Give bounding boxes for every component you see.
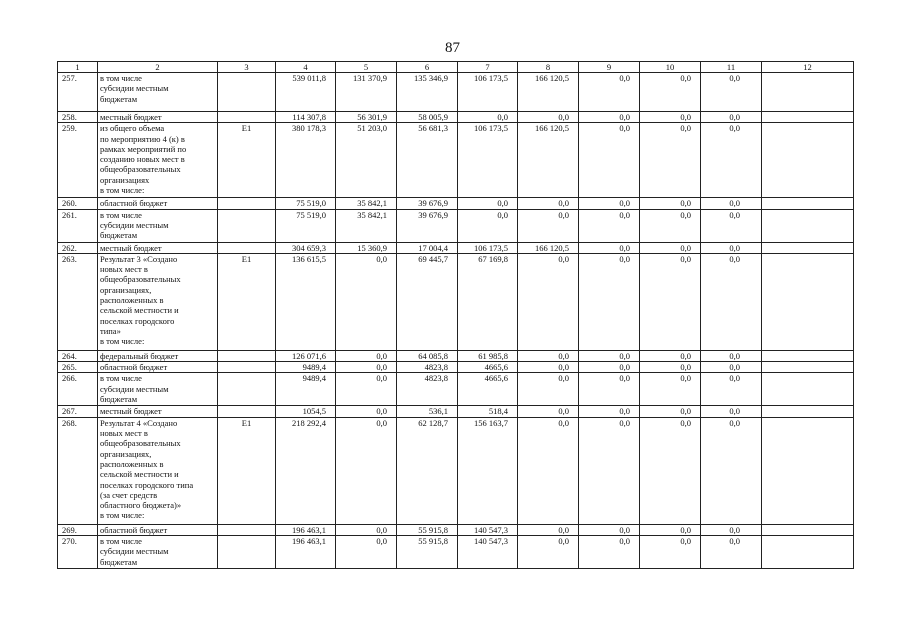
amount-cell-col-7: 4665,6 bbox=[458, 373, 518, 406]
amount-cell-col-7: 0,0 bbox=[458, 209, 518, 242]
row-description-cell: в том числе субсидии местным бюджетам bbox=[98, 536, 218, 569]
amount-cell-col-5: 35 842,1 bbox=[336, 198, 397, 209]
amount-cell-col-6: 4823,8 bbox=[397, 373, 458, 406]
row-number-cell: 263. bbox=[58, 253, 98, 350]
row-number-cell: 258. bbox=[58, 112, 98, 123]
amount-cell-col-10: 0,0 bbox=[640, 362, 701, 373]
amount-cell-col-10: 0,0 bbox=[640, 417, 701, 524]
project-code-cell bbox=[218, 209, 276, 242]
note-cell bbox=[762, 373, 854, 406]
amount-cell-col-6: 55 915,8 bbox=[397, 536, 458, 569]
amount-cell-col-10: 0,0 bbox=[640, 373, 701, 406]
project-code-cell: Е1 bbox=[218, 253, 276, 350]
row-description-cell: из общего объема по мероприятию 4 (к) в рамках мероприятий по созданию новых мест в общеобразовательных организациях в том числе: bbox=[98, 123, 218, 198]
project-code-cell bbox=[218, 112, 276, 123]
amount-cell-col-10: 0,0 bbox=[640, 406, 701, 417]
amount-cell-col-7: 4665,6 bbox=[458, 362, 518, 373]
table-row bbox=[58, 209, 854, 242]
amount-cell-col-9: 0,0 bbox=[579, 524, 640, 535]
column-header-1: 1 bbox=[58, 62, 98, 73]
amount-cell-col-5: 131 370,9 bbox=[336, 73, 397, 112]
table-body bbox=[58, 62, 854, 569]
amount-cell-col-6: 39 676,9 bbox=[397, 198, 458, 209]
project-code-cell bbox=[218, 242, 276, 253]
amount-cell-col-4: 539 011,8 bbox=[276, 73, 336, 112]
project-code-cell bbox=[218, 350, 276, 361]
note-cell bbox=[762, 198, 854, 209]
amount-cell-col-4: 218 292,4 bbox=[276, 417, 336, 524]
amount-cell-col-11: 0,0 bbox=[701, 350, 762, 361]
amount-cell-col-6: 62 128,7 bbox=[397, 417, 458, 524]
column-header-2: 2 bbox=[98, 62, 218, 73]
amount-cell-col-4: 136 615,5 bbox=[276, 253, 336, 350]
row-description-cell: местный бюджет bbox=[98, 406, 218, 417]
amount-cell-col-4: 196 463,1 bbox=[276, 536, 336, 569]
amount-cell-col-9: 0,0 bbox=[579, 406, 640, 417]
row-number-cell: 268. bbox=[58, 417, 98, 524]
row-number-cell: 269. bbox=[58, 524, 98, 535]
project-code-cell: Е1 bbox=[218, 123, 276, 198]
row-number-cell: 266. bbox=[58, 373, 98, 406]
row-number-cell: 260. bbox=[58, 198, 98, 209]
amount-cell-col-11: 0,0 bbox=[701, 198, 762, 209]
budget-table bbox=[57, 61, 854, 569]
note-cell bbox=[762, 536, 854, 569]
amount-cell-col-4: 380 178,3 bbox=[276, 123, 336, 198]
amount-cell-col-5: 0,0 bbox=[336, 524, 397, 535]
amount-cell-col-11: 0,0 bbox=[701, 417, 762, 524]
note-cell bbox=[762, 209, 854, 242]
amount-cell-col-7: 0,0 bbox=[458, 112, 518, 123]
project-code-cell bbox=[218, 362, 276, 373]
amount-cell-col-8: 0,0 bbox=[518, 536, 579, 569]
amount-cell-col-9: 0,0 bbox=[579, 112, 640, 123]
amount-cell-col-11: 0,0 bbox=[701, 123, 762, 198]
table-row bbox=[58, 362, 854, 373]
amount-cell-col-7: 140 547,3 bbox=[458, 536, 518, 569]
amount-cell-col-9: 0,0 bbox=[579, 417, 640, 524]
amount-cell-col-9: 0,0 bbox=[579, 198, 640, 209]
amount-cell-col-8: 0,0 bbox=[518, 112, 579, 123]
table-row bbox=[58, 350, 854, 361]
table-row bbox=[58, 253, 854, 350]
row-description-cell: в том числе субсидии местным бюджетам bbox=[98, 373, 218, 406]
amount-cell-col-6: 69 445,7 bbox=[397, 253, 458, 350]
column-header-9: 9 bbox=[579, 62, 640, 73]
amount-cell-col-8: 0,0 bbox=[518, 253, 579, 350]
amount-cell-col-11: 0,0 bbox=[701, 209, 762, 242]
row-description-cell: федеральный бюджет bbox=[98, 350, 218, 361]
table-row bbox=[58, 242, 854, 253]
amount-cell-col-9: 0,0 bbox=[579, 362, 640, 373]
row-description-cell: Результат 3 «Создано новых мест в общеобразовательных организациях, расположенных в сельской местности и поселках городского типа» в том числе: bbox=[98, 253, 218, 350]
amount-cell-col-5: 0,0 bbox=[336, 253, 397, 350]
row-description-cell: местный бюджет bbox=[98, 242, 218, 253]
amount-cell-col-4: 196 463,1 bbox=[276, 524, 336, 535]
amount-cell-col-7: 106 173,5 bbox=[458, 73, 518, 112]
amount-cell-col-5: 56 301,9 bbox=[336, 112, 397, 123]
table-row bbox=[58, 373, 854, 406]
amount-cell-col-10: 0,0 bbox=[640, 209, 701, 242]
amount-cell-col-8: 0,0 bbox=[518, 373, 579, 406]
amount-cell-col-8: 0,0 bbox=[518, 406, 579, 417]
amount-cell-col-10: 0,0 bbox=[640, 123, 701, 198]
note-cell bbox=[762, 350, 854, 361]
amount-cell-col-8: 166 120,5 bbox=[518, 73, 579, 112]
row-description-cell: Результат 4 «Создано новых мест в общеобразовательных организациях, расположенных в сельской местности и поселках городского типа (за счет средств областного бюджета)» в том числе: bbox=[98, 417, 218, 524]
amount-cell-col-9: 0,0 bbox=[579, 123, 640, 198]
row-description-cell: областной бюджет bbox=[98, 524, 218, 535]
amount-cell-col-5: 0,0 bbox=[336, 536, 397, 569]
amount-cell-col-4: 114 307,8 bbox=[276, 112, 336, 123]
project-code-cell: Е1 bbox=[218, 417, 276, 524]
amount-cell-col-8: 0,0 bbox=[518, 362, 579, 373]
column-header-8: 8 bbox=[518, 62, 579, 73]
column-header-4: 4 bbox=[276, 62, 336, 73]
row-number-cell: 265. bbox=[58, 362, 98, 373]
row-description-cell: в том числе субсидии местным бюджетам bbox=[98, 73, 218, 112]
amount-cell-col-8: 0,0 bbox=[518, 417, 579, 524]
amount-cell-col-11: 0,0 bbox=[701, 373, 762, 406]
column-header-12: 12 bbox=[762, 62, 854, 73]
amount-cell-col-7: 518,4 bbox=[458, 406, 518, 417]
amount-cell-col-7: 140 547,3 bbox=[458, 524, 518, 535]
row-number-cell: 261. bbox=[58, 209, 98, 242]
table-row bbox=[58, 406, 854, 417]
amount-cell-col-10: 0,0 bbox=[640, 198, 701, 209]
amount-cell-col-4: 9489,4 bbox=[276, 362, 336, 373]
amount-cell-col-11: 0,0 bbox=[701, 112, 762, 123]
amount-cell-col-9: 0,0 bbox=[579, 350, 640, 361]
table-row bbox=[58, 417, 854, 524]
amount-cell-col-8: 0,0 bbox=[518, 198, 579, 209]
project-code-cell bbox=[218, 524, 276, 535]
row-description-cell: местный бюджет bbox=[98, 112, 218, 123]
project-code-cell bbox=[218, 373, 276, 406]
column-header-7: 7 bbox=[458, 62, 518, 73]
amount-cell-col-10: 0,0 bbox=[640, 536, 701, 569]
amount-cell-col-4: 1054,5 bbox=[276, 406, 336, 417]
note-cell bbox=[762, 73, 854, 112]
note-cell bbox=[762, 524, 854, 535]
amount-cell-col-4: 9489,4 bbox=[276, 373, 336, 406]
amount-cell-col-11: 0,0 bbox=[701, 242, 762, 253]
note-cell bbox=[762, 253, 854, 350]
row-number-cell: 270. bbox=[58, 536, 98, 569]
row-description-cell: областной бюджет bbox=[98, 362, 218, 373]
amount-cell-col-8: 166 120,5 bbox=[518, 242, 579, 253]
project-code-cell bbox=[218, 198, 276, 209]
page-number: 87 bbox=[445, 40, 460, 56]
column-header-3: 3 bbox=[218, 62, 276, 73]
amount-cell-col-5: 0,0 bbox=[336, 362, 397, 373]
amount-cell-col-5: 0,0 bbox=[336, 373, 397, 406]
note-cell bbox=[762, 242, 854, 253]
note-cell bbox=[762, 406, 854, 417]
note-cell bbox=[762, 362, 854, 373]
note-cell bbox=[762, 417, 854, 524]
amount-cell-col-11: 0,0 bbox=[701, 73, 762, 112]
amount-cell-col-10: 0,0 bbox=[640, 524, 701, 535]
amount-cell-col-10: 0,0 bbox=[640, 242, 701, 253]
amount-cell-col-4: 75 519,0 bbox=[276, 209, 336, 242]
amount-cell-col-5: 0,0 bbox=[336, 417, 397, 524]
amount-cell-col-6: 56 681,3 bbox=[397, 123, 458, 198]
row-description-cell: в том числе субсидии местным бюджетам bbox=[98, 209, 218, 242]
amount-cell-col-6: 17 004,4 bbox=[397, 242, 458, 253]
amount-cell-col-11: 0,0 bbox=[701, 524, 762, 535]
amount-cell-col-11: 0,0 bbox=[701, 253, 762, 350]
amount-cell-col-9: 0,0 bbox=[579, 536, 640, 569]
amount-cell-col-7: 156 163,7 bbox=[458, 417, 518, 524]
table-row bbox=[58, 524, 854, 535]
amount-cell-col-7: 0,0 bbox=[458, 198, 518, 209]
table-row bbox=[58, 112, 854, 123]
amount-cell-col-4: 75 519,0 bbox=[276, 198, 336, 209]
amount-cell-col-8: 0,0 bbox=[518, 350, 579, 361]
amount-cell-col-9: 0,0 bbox=[579, 242, 640, 253]
amount-cell-col-9: 0,0 bbox=[579, 373, 640, 406]
amount-cell-col-10: 0,0 bbox=[640, 112, 701, 123]
amount-cell-col-10: 0,0 bbox=[640, 253, 701, 350]
amount-cell-col-6: 4823,8 bbox=[397, 362, 458, 373]
row-number-cell: 264. bbox=[58, 350, 98, 361]
row-description-cell: областной бюджет bbox=[98, 198, 218, 209]
project-code-cell bbox=[218, 73, 276, 112]
note-cell bbox=[762, 123, 854, 198]
amount-cell-col-7: 106 173,5 bbox=[458, 123, 518, 198]
amount-cell-col-7: 106 173,5 bbox=[458, 242, 518, 253]
column-header-10: 10 bbox=[640, 62, 701, 73]
amount-cell-col-8: 166 120,5 bbox=[518, 123, 579, 198]
row-number-cell: 267. bbox=[58, 406, 98, 417]
amount-cell-col-6: 58 005,9 bbox=[397, 112, 458, 123]
amount-cell-col-7: 67 169,8 bbox=[458, 253, 518, 350]
amount-cell-col-10: 0,0 bbox=[640, 350, 701, 361]
column-header-5: 5 bbox=[336, 62, 397, 73]
amount-cell-col-5: 0,0 bbox=[336, 406, 397, 417]
table-header-row bbox=[58, 62, 854, 73]
column-header-11: 11 bbox=[701, 62, 762, 73]
table-row bbox=[58, 536, 854, 569]
amount-cell-col-6: 536,1 bbox=[397, 406, 458, 417]
amount-cell-col-6: 39 676,9 bbox=[397, 209, 458, 242]
amount-cell-col-7: 61 985,8 bbox=[458, 350, 518, 361]
table-row bbox=[58, 123, 854, 198]
amount-cell-col-5: 15 360,9 bbox=[336, 242, 397, 253]
amount-cell-col-8: 0,0 bbox=[518, 209, 579, 242]
amount-cell-col-10: 0,0 bbox=[640, 73, 701, 112]
row-number-cell: 257. bbox=[58, 73, 98, 112]
row-number-cell: 262. bbox=[58, 242, 98, 253]
amount-cell-col-4: 304 659,3 bbox=[276, 242, 336, 253]
column-header-6: 6 bbox=[397, 62, 458, 73]
amount-cell-col-9: 0,0 bbox=[579, 209, 640, 242]
amount-cell-col-4: 126 071,6 bbox=[276, 350, 336, 361]
amount-cell-col-11: 0,0 bbox=[701, 362, 762, 373]
amount-cell-col-5: 51 203,0 bbox=[336, 123, 397, 198]
project-code-cell bbox=[218, 406, 276, 417]
amount-cell-col-6: 64 085,8 bbox=[397, 350, 458, 361]
amount-cell-col-8: 0,0 bbox=[518, 524, 579, 535]
amount-cell-col-9: 0,0 bbox=[579, 253, 640, 350]
amount-cell-col-5: 35 842,1 bbox=[336, 209, 397, 242]
amount-cell-col-11: 0,0 bbox=[701, 406, 762, 417]
amount-cell-col-9: 0,0 bbox=[579, 73, 640, 112]
project-code-cell bbox=[218, 536, 276, 569]
amount-cell-col-5: 0,0 bbox=[336, 350, 397, 361]
amount-cell-col-6: 135 346,9 bbox=[397, 73, 458, 112]
table-row bbox=[58, 198, 854, 209]
amount-cell-col-11: 0,0 bbox=[701, 536, 762, 569]
amount-cell-col-6: 55 915,8 bbox=[397, 524, 458, 535]
row-number-cell: 259. bbox=[58, 123, 98, 198]
table-row bbox=[58, 73, 854, 112]
note-cell bbox=[762, 112, 854, 123]
